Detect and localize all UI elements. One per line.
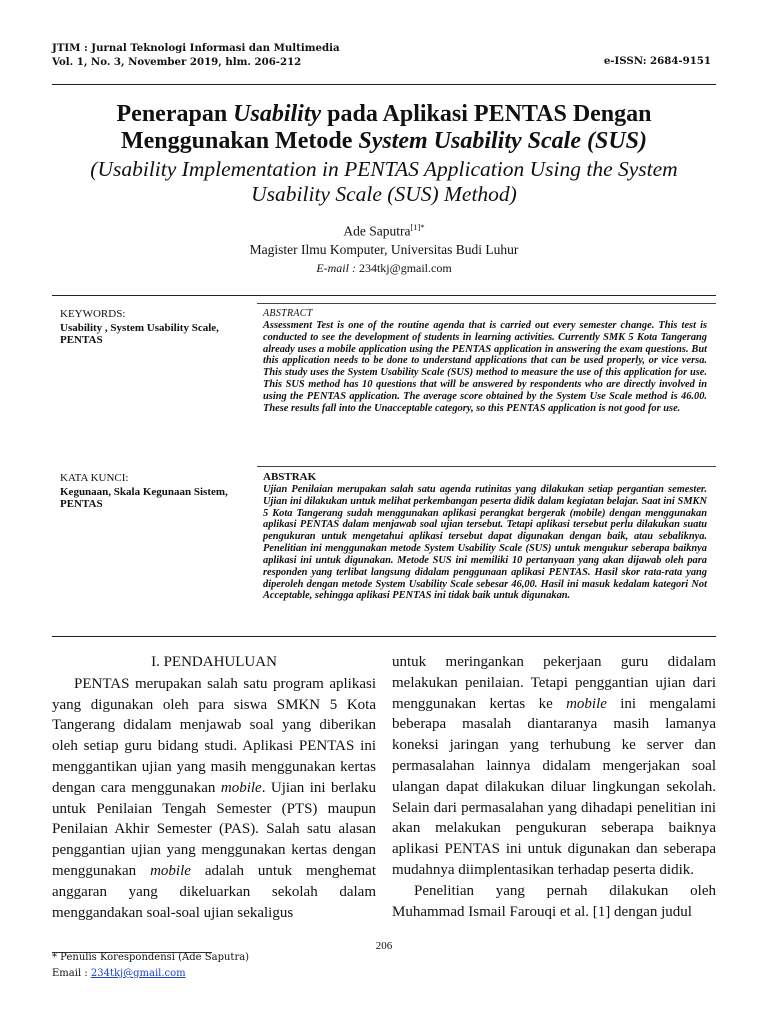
body-column-left xyxy=(52,652,376,923)
footnote-email-label: Email : xyxy=(52,968,91,979)
abstract-label: ABSTRACT xyxy=(263,308,313,319)
header-divider xyxy=(52,84,716,85)
journal-volume: Vol. 1, No. 3, November 2019, hlm. 206-212 xyxy=(52,56,302,68)
section-heading: I. PENDAHULUAN xyxy=(151,654,277,670)
footnote-email-link[interactable]: 234tkj@gmail.com xyxy=(90,968,186,979)
title-part: Penerapan xyxy=(116,101,234,127)
abstract-divider-top xyxy=(52,295,716,296)
body-column-right xyxy=(392,652,716,922)
body-divider xyxy=(52,636,716,637)
body-text: ini mengalami beberapa masalah diantaranya masih lamanya koneksi jaringan yang terhubung ke server dan permasalahan lainnya didalam mengerjakan soal ulangan dapat dilakukan diluar lingkungan sekolah. Selain dari permasalahan yang dihadapi penelitian ini akan melakukan pengukuran seberapa baiknya aplikasi PENTAS ini untuk digunakan dan seberapa mudahnya diimplentasikan terhadap peserta didik. xyxy=(392,695,716,878)
paper-subtitle: (Usability Implementation in PENTAS Application Using the System Usability Scale (SUS) Method) xyxy=(90,157,678,206)
keywords-block xyxy=(60,308,250,347)
footnote-correspondence: * Penulis Korespondensi (Ade Saputra) xyxy=(52,952,250,963)
body-text: adalah untuk menghemat anggaran yang dikeluarkan sekolah dalam menggandakan soal-soal ujian sekaligus xyxy=(52,862,376,921)
kata-kunci-block xyxy=(60,472,250,511)
abstrak-block xyxy=(263,472,707,602)
kata-kunci-label: KATA KUNCI: xyxy=(60,472,129,484)
body-text: PENTAS merupakan salah satu program aplikasi yang digunakan oleh para siswa SMKN 5 Kota Tangerang didalam menjawab soal yang diberikan oleh setiap guru bidang studi. Aplikasi PENTAS ini menggantikan ujian yang masih menggunakan kertas dengan cara menggunakan xyxy=(52,675,376,796)
kata-kunci-value: Kegunaan, Skala Kegunaan Sistem, PENTAS xyxy=(60,485,228,510)
author-email: 234tkj@gmail.com xyxy=(355,261,452,275)
footnote-email xyxy=(52,966,186,981)
paper-title xyxy=(40,101,728,155)
abstract-text: Assessment Test is one of the routine agenda that is carried out every semester change. This test is conducted to see the development of students in learning activities. Currently SMK 5 Kota Tangerang already uses a mobile application using the PENTAS application in answering the exam questions. But this application needs to be done to understand applications that can be used properly, or vice versa. This study uses the System Usability Scale (SUS) method to measure the use of this application for use. This SUS method has 10 questions that will be answered by respondents who are directly involved in using the PENTAS application. The average score obtained by the System Use Scale method is 46.00. These results fall into the Unacceptable category, so this PENTAS application is not good for use. xyxy=(263,319,707,414)
abstract-divider-thin xyxy=(257,303,716,304)
body-text-italic: mobile xyxy=(566,695,607,712)
body-text-italic: mobile xyxy=(150,862,191,879)
body-paragraph xyxy=(52,674,376,924)
author-affiliation: Magister Ilmu Komputer, Universitas Budi Luhur xyxy=(249,242,519,257)
abstrak-text: Ujian Penilaian merupakan salah satu agenda rutinitas yang dilakukan setiap pergantian semester. Ujian ini dilakukan untuk melihat perkembangan peserta didik dalam kegiatan belajar. Saat ini SMKN 5 Kota Tangerang sudah menggunakan aplikasi perangkat bergerak (mobile) dengan menggunakan aplikasi PENTAS dalam menjawab soal ujian tersebut. Tetapi aplikasi tersebut perlu dilakukan suatu pengukuran untuk mengetahui aplikasi tersebut dapat digunakan dengan baik, atau sebaliknya. Penelitian ini menggunakan metode System Usability Scale (SUS) untuk mengukur seberapa baiknya aplikasi ini untuk digunakan. Metode SUS ini memiliki 10 pertanyaan yang akan dijawab oleh para responden yang terlibat langsung didalam penggunaan aplikasi PENTAS. Hasil skor rata-rata yang diperoleh dengan metode System Usability Scale sebesar 46,00. Hasil ini masuk kedalam kategori Not Acceptable, sehingga aplikasi PENTAS ini tidak baik untuk digunakan. xyxy=(263,483,707,602)
abstrak-divider-thin xyxy=(257,466,716,467)
body-paragraph: Penelitian yang pernah dilakukan oleh Muhammad Ismail Farouqi et al. [1] dengan judul xyxy=(392,882,716,920)
body-text-italic: mobile xyxy=(220,779,262,796)
author-email-line xyxy=(0,261,768,276)
author-name: Ade Saputra xyxy=(343,223,411,239)
title-part: pada Aplikasi PENTAS Dengan xyxy=(321,101,652,127)
email-label: E-mail : xyxy=(316,261,356,275)
journal-header xyxy=(52,41,340,69)
author-line xyxy=(0,222,768,240)
journal-name: JTIM : Jurnal Teknologi Informasi dan Multimedia xyxy=(52,42,340,54)
page-number: 206 xyxy=(375,940,393,952)
body-text: . Ujian ini berlaku untuk Penilaian Tengah Semester (PTS) maupun Penilaian Akhir Semester (PAS). Salah satu alasan penggantian ujian yang menggunakan kertas dengan menggunakan xyxy=(52,779,376,879)
keywords-label: KEYWORDS: xyxy=(60,308,126,320)
author-mark: [1]* xyxy=(410,222,425,232)
title-part: Menggunakan Metode xyxy=(121,128,359,154)
keywords-value: Usability , System Usability Scale, PENTAS xyxy=(60,321,219,346)
abstrak-label: ABSTRAK xyxy=(263,471,317,483)
journal-eissn: e-ISSN: 2684-9151 xyxy=(603,55,711,67)
title-part-italic: Usability xyxy=(233,101,322,127)
body-text: untuk meringankan pekerjaan guru didalam melakukan penilaian. Tetapi penggantian ujian dari menggunakan kertas ke xyxy=(392,654,716,712)
body-paragraph xyxy=(392,652,716,881)
title-part-italic: System Usability Scale (SUS) xyxy=(358,128,647,154)
abstract-block xyxy=(263,308,707,415)
